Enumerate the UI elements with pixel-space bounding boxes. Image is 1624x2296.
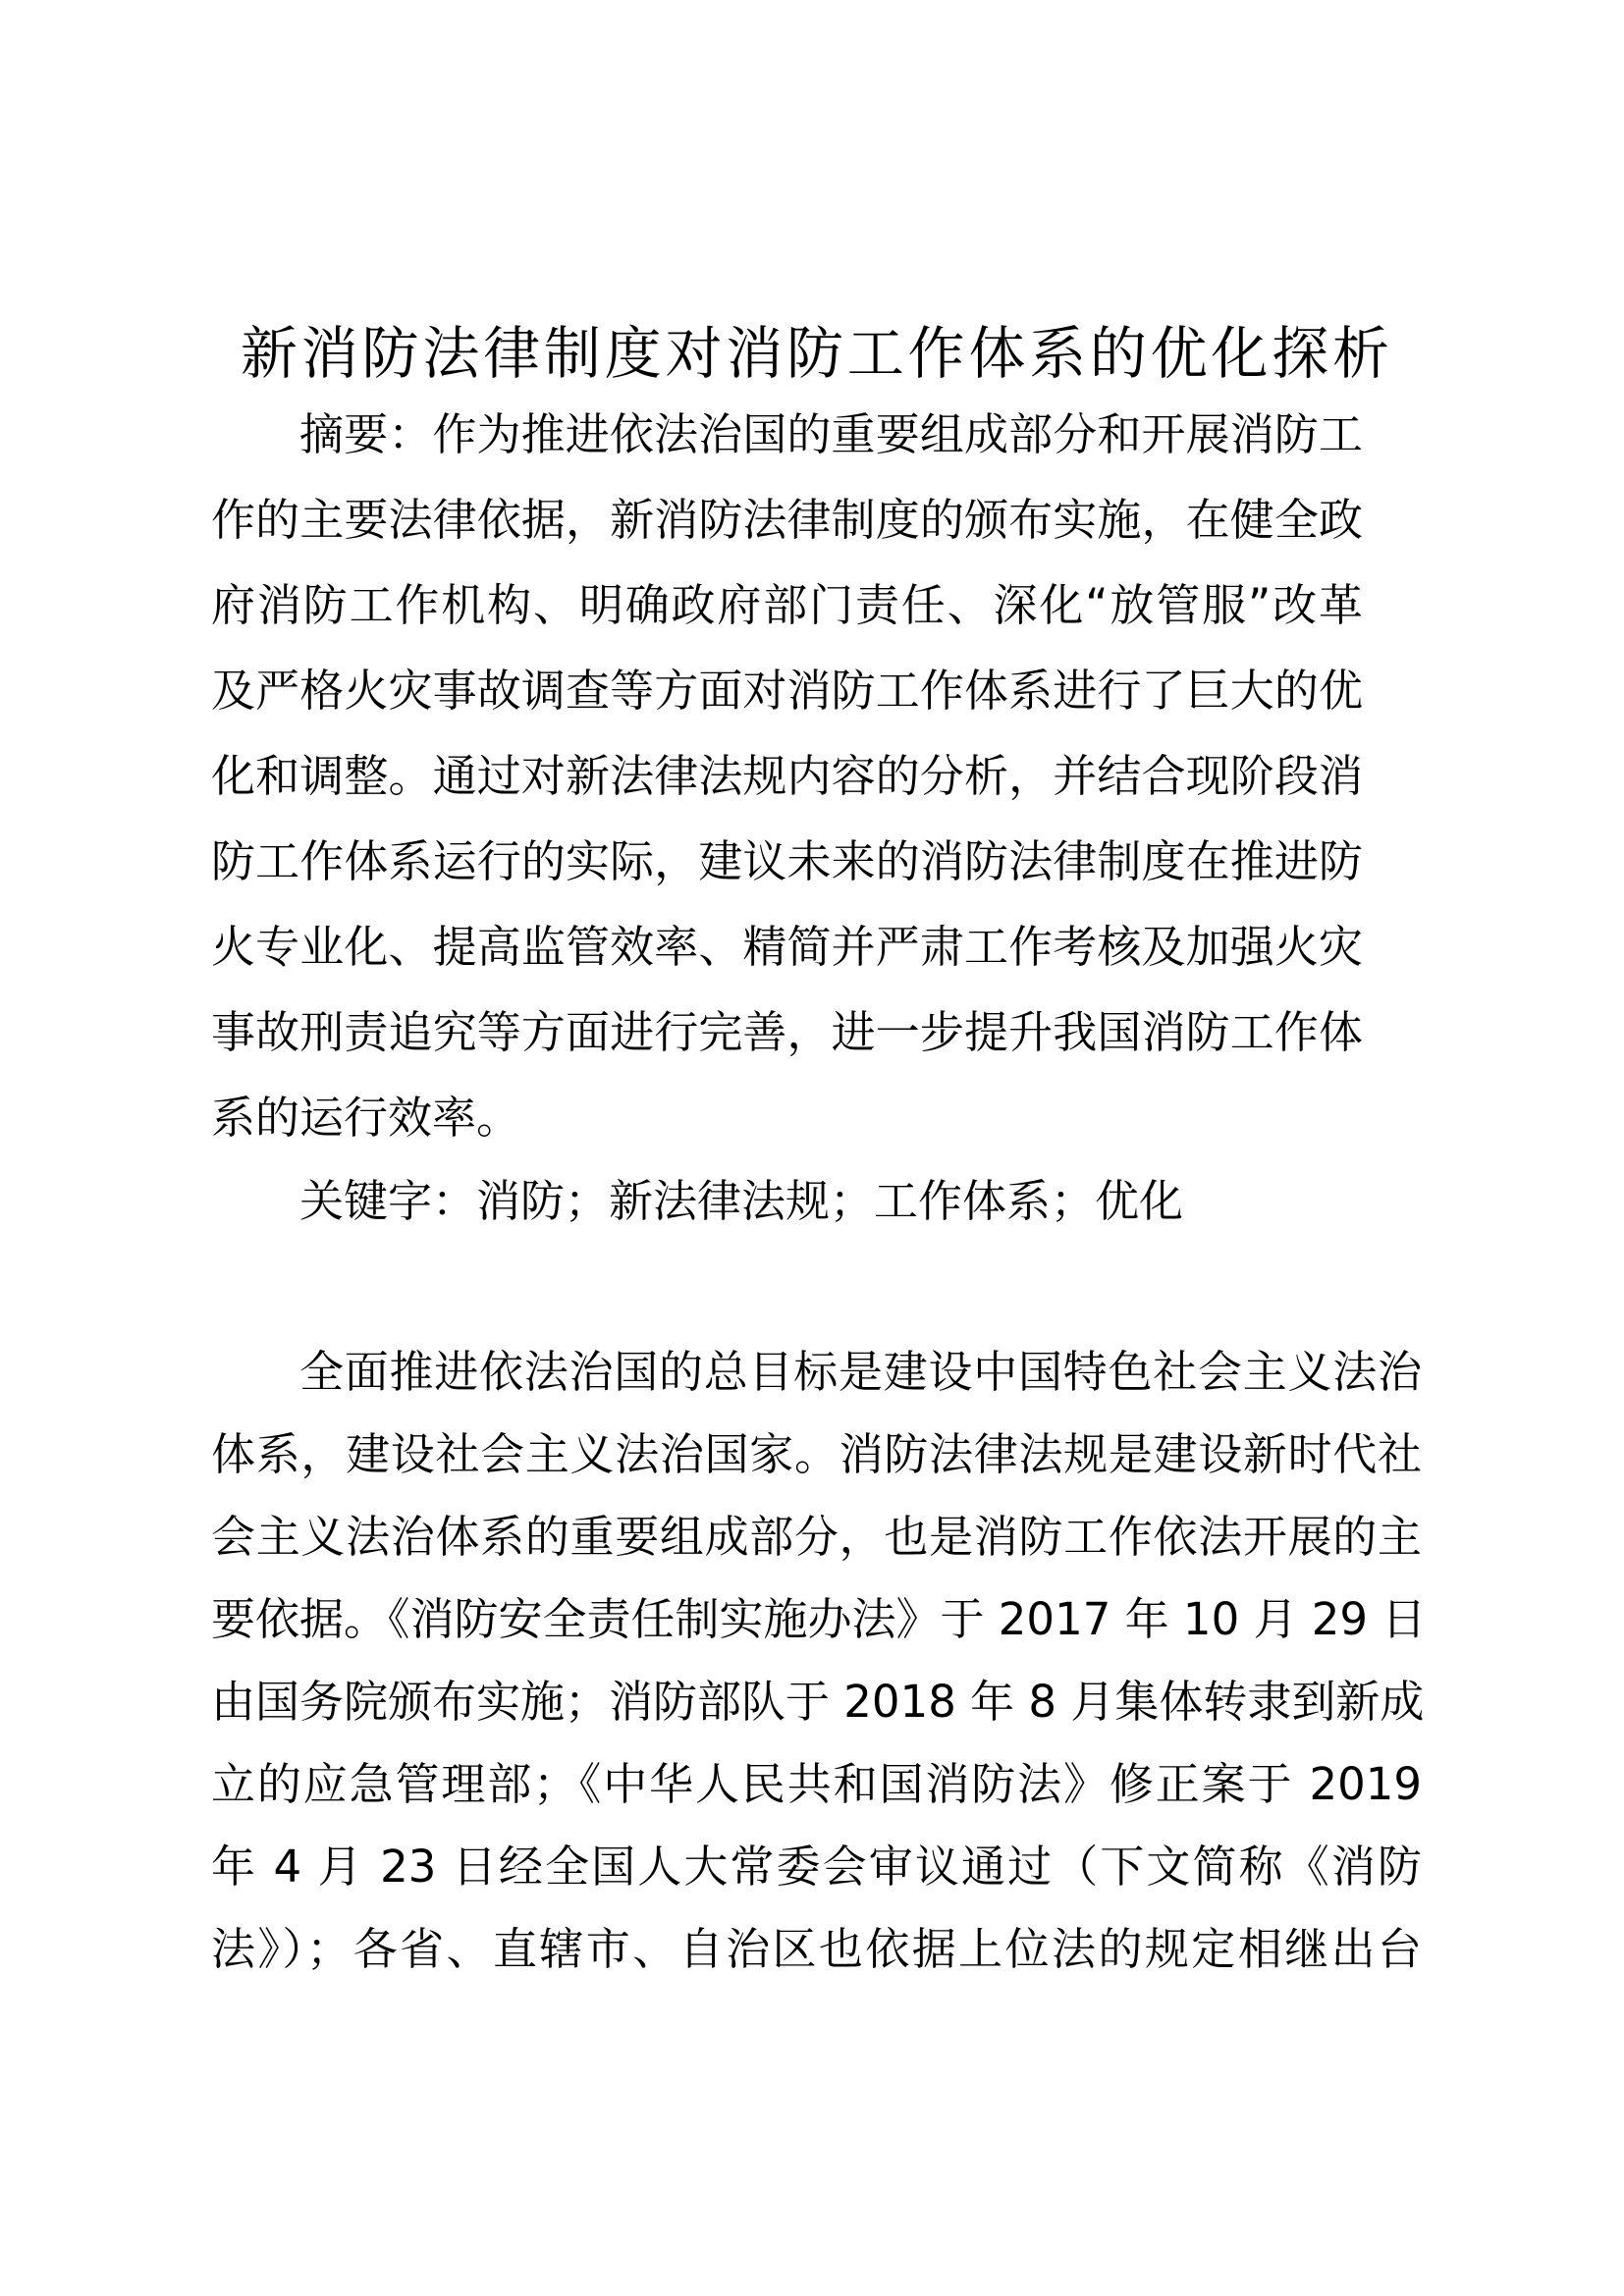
body-line: 体系，建设社会主义法治国家。消防法律法规是建设新时代社 — [211, 1428, 1422, 1480]
keywords: 关键字：消防；新法律法规；工作体系；优化 — [299, 1175, 1184, 1227]
abstract-line: 事故刑责追究等方面进行完善，进一步提升我国消防工作体 — [211, 1006, 1363, 1058]
abstract-line: 摘要：作为推进依法治国的重要组成部分和开展消防工 — [299, 408, 1363, 460]
abstract-line: 及严格火灾事故调查等方面对消防工作体系进行了巨大的优 — [211, 665, 1363, 717]
body-line: 由国务院颁布实施；消防部队于 2018 年 8 月集体转隶到新成 — [211, 1676, 1425, 1728]
abstract-line: 系的运行效率。 — [211, 1092, 521, 1144]
body-line: 年 4 月 23 日经全国人大常委会审议通过（下文简称《消防 — [211, 1841, 1422, 1893]
abstract-line: 府消防工作机构、明确政府部门责任、深化“放管服”改革 — [211, 579, 1363, 631]
abstract-line: 火专业化、提高监管效率、精简并严肃工作考核及加强火灾 — [211, 921, 1363, 973]
abstract-line: 作的主要法律依据，新消防法律制度的颁布实施，在健全政 — [211, 494, 1363, 546]
body-line: 会主义法治体系的重要组成部分，也是消防工作依法开展的主 — [211, 1511, 1422, 1563]
body-line: 立的应急管理部；《中华人民共和国消防法》修正案于 2019 — [211, 1758, 1422, 1810]
abstract-line: 化和调整。通过对新法律法规内容的分析，并结合现阶段消 — [211, 750, 1363, 802]
body-line: 法》）；各省、直辖市、自治区也依据上位法的规定相继出台 — [211, 1923, 1422, 1975]
body-line: 全面推进依法治国的总目标是建设中国特色社会主义法治 — [299, 1346, 1422, 1398]
abstract-line: 防工作体系运行的实际，建议未来的消防法律制度在推进防 — [211, 835, 1363, 887]
body-line: 要依据。《消防安全责任制实施办法》于 2017 年 10 月 29 日 — [211, 1593, 1427, 1645]
document-title: 新消防法律制度对消防工作体系的优化探析 — [241, 320, 1389, 387]
